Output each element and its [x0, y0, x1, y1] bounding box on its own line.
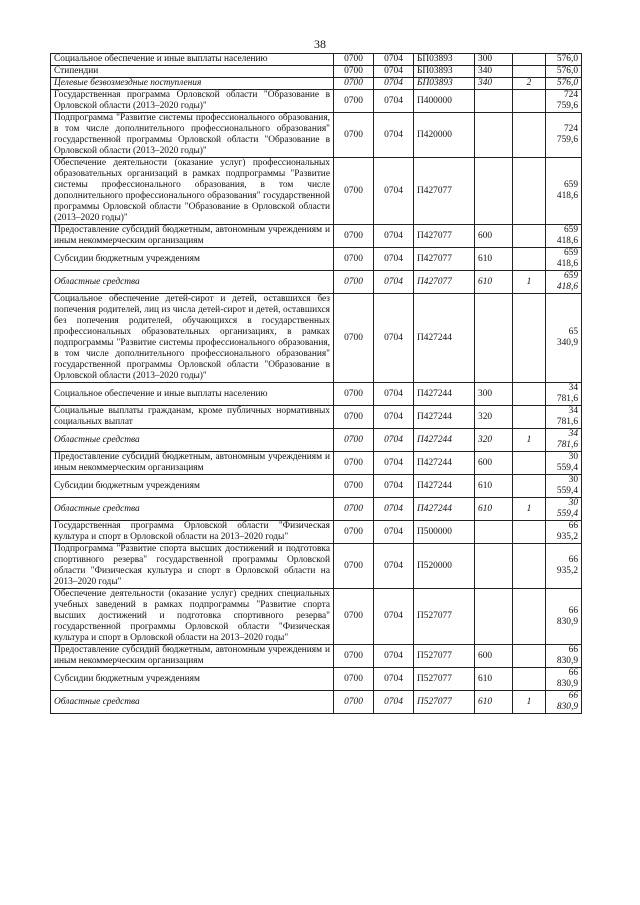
section-code-cell: 0700	[334, 78, 374, 90]
table-row	[51, 498, 582, 521]
funding-source-code-cell	[513, 294, 546, 383]
expense-type-code-cell: 610	[475, 475, 513, 498]
amount-cell: 66 830,9	[546, 645, 582, 668]
target-article-code-cell: П400000	[414, 90, 475, 113]
funding-source-code-cell	[513, 383, 546, 406]
amount-cell: 659 418,6	[546, 248, 582, 271]
funding-source-code-cell	[513, 589, 546, 645]
target-article-code-cell: П427244	[414, 498, 475, 521]
amount-cell: 66 830,9	[546, 691, 582, 714]
subsection-code-cell: 0704	[374, 54, 414, 66]
amount-cell: 724 759,6	[546, 113, 582, 158]
row-name-cell: Социальное обеспечение и иные выплаты населению	[51, 54, 334, 66]
funding-source-code-cell: 1	[513, 271, 546, 294]
target-article-code-cell: П520000	[414, 544, 475, 589]
target-article-code-cell: П527077	[414, 691, 475, 714]
section-code-cell: 0700	[334, 113, 374, 158]
target-article-code-cell: П527077	[414, 668, 475, 691]
target-article-code-cell: П427077	[414, 225, 475, 248]
section-code-cell: 0700	[334, 498, 374, 521]
target-article-code-cell: П500000	[414, 521, 475, 544]
table-row	[51, 452, 582, 475]
expense-type-code-cell: 300	[475, 383, 513, 406]
target-article-code-cell: П427244	[414, 406, 475, 429]
section-code-cell: 0700	[334, 406, 374, 429]
funding-source-code-cell	[513, 544, 546, 589]
table-row	[51, 78, 582, 90]
amount-cell: 65 340,9	[546, 294, 582, 383]
table-row	[51, 691, 582, 714]
budget-table-body	[51, 54, 582, 714]
expense-type-code-cell: 340	[475, 78, 513, 90]
row-name-cell: Предоставление субсидий бюджетным, автономным учреждениям и иным некоммерческим организациям	[51, 452, 334, 475]
amount-cell: 576,0	[546, 54, 582, 66]
table-row	[51, 294, 582, 383]
target-article-code-cell: П427244	[414, 383, 475, 406]
amount-cell: 34 781,6	[546, 429, 582, 452]
section-code-cell: 0700	[334, 544, 374, 589]
row-name-cell: Областные средства	[51, 271, 334, 294]
row-name-cell: Областные средства	[51, 498, 334, 521]
section-code-cell: 0700	[334, 383, 374, 406]
subsection-code-cell: 0704	[374, 90, 414, 113]
row-name-cell: Подпрограмма "Развитие спорта высших достижений и подготовка спортивного резерва" государственной программы Орловской области "Физическая культура и спорт в Орловской области на 2013–2020 годы"	[51, 544, 334, 589]
funding-source-code-cell	[513, 475, 546, 498]
funding-source-code-cell	[513, 645, 546, 668]
subsection-code-cell: 0704	[374, 429, 414, 452]
row-name-cell: Предоставление субсидий бюджетным, автономным учреждениям и иным некоммерческим организациям	[51, 645, 334, 668]
target-article-code-cell: БП03893	[414, 66, 475, 78]
table-row	[51, 90, 582, 113]
amount-cell: 34 781,6	[546, 383, 582, 406]
subsection-code-cell: 0704	[374, 475, 414, 498]
expense-type-code-cell	[475, 589, 513, 645]
subsection-code-cell: 0704	[374, 158, 414, 225]
table-row	[51, 429, 582, 452]
section-code-cell: 0700	[334, 225, 374, 248]
amount-cell: 66 935,2	[546, 521, 582, 544]
section-code-cell: 0700	[334, 90, 374, 113]
table-row	[51, 248, 582, 271]
amount-cell: 66 830,9	[546, 589, 582, 645]
row-name-cell: Государственная программа Орловской области "Образование в Орловской области (2013–2020 годы)"	[51, 90, 334, 113]
amount-cell: 576,0	[546, 78, 582, 90]
funding-source-code-cell: 2	[513, 78, 546, 90]
section-code-cell: 0700	[334, 589, 374, 645]
row-name-cell: Подпрограмма "Развитие системы профессионального образования, в том числе дополнительного профессионального образования" государственной программы Орловской области "Образование в Орловской области (2013–2020 годы)"	[51, 113, 334, 158]
section-code-cell: 0700	[334, 475, 374, 498]
target-article-code-cell: П427077	[414, 271, 475, 294]
expense-type-code-cell	[475, 90, 513, 113]
amount-cell: 30 559,4	[546, 452, 582, 475]
table-row	[51, 113, 582, 158]
table-row	[51, 158, 582, 225]
table-row	[51, 225, 582, 248]
table-row	[51, 383, 582, 406]
expense-type-code-cell: 320	[475, 429, 513, 452]
section-code-cell: 0700	[334, 452, 374, 475]
expense-type-code-cell: 600	[475, 645, 513, 668]
subsection-code-cell: 0704	[374, 66, 414, 78]
subsection-code-cell: 0704	[374, 78, 414, 90]
subsection-code-cell: 0704	[374, 406, 414, 429]
target-article-code-cell: П527077	[414, 645, 475, 668]
row-name-cell: Обеспечение деятельности (оказание услуг) средних специальных учебных заведений в рамках подпрограммы "Развитие спорта высших достижений и подготовка спортивного резерва" государственной программы Орловской области "Физическая культура и спорт в Орловской области на 2013–2020 годы"	[51, 589, 334, 645]
row-name-cell: Целевые безвозмездные поступления	[51, 78, 334, 90]
row-name-cell: Субсидии бюджетным учреждениям	[51, 475, 334, 498]
expense-type-code-cell: 600	[475, 225, 513, 248]
target-article-code-cell: П527077	[414, 589, 475, 645]
subsection-code-cell: 0704	[374, 113, 414, 158]
table-row	[51, 544, 582, 589]
target-article-code-cell: П420000	[414, 113, 475, 158]
target-article-code-cell: П427244	[414, 475, 475, 498]
section-code-cell: 0700	[334, 248, 374, 271]
funding-source-code-cell	[513, 248, 546, 271]
funding-source-code-cell	[513, 158, 546, 225]
expense-type-code-cell	[475, 158, 513, 225]
budget-table	[50, 53, 582, 714]
subsection-code-cell: 0704	[374, 589, 414, 645]
subsection-code-cell: 0704	[374, 645, 414, 668]
funding-source-code-cell	[513, 113, 546, 158]
table-row	[51, 589, 582, 645]
funding-source-code-cell	[513, 66, 546, 78]
subsection-code-cell: 0704	[374, 383, 414, 406]
expense-type-code-cell: 610	[475, 248, 513, 271]
amount-cell: 34 781,6	[546, 406, 582, 429]
table-row	[51, 668, 582, 691]
subsection-code-cell: 0704	[374, 498, 414, 521]
amount-cell: 66 935,2	[546, 544, 582, 589]
section-code-cell: 0700	[334, 54, 374, 66]
funding-source-code-cell: 1	[513, 691, 546, 714]
subsection-code-cell: 0704	[374, 271, 414, 294]
expense-type-code-cell: 610	[475, 691, 513, 714]
section-code-cell: 0700	[334, 645, 374, 668]
subsection-code-cell: 0704	[374, 452, 414, 475]
target-article-code-cell: П427244	[414, 429, 475, 452]
section-code-cell: 0700	[334, 691, 374, 714]
funding-source-code-cell	[513, 225, 546, 248]
row-name-cell: Субсидии бюджетным учреждениям	[51, 668, 334, 691]
table-row	[51, 521, 582, 544]
amount-cell: 30 559,4	[546, 498, 582, 521]
section-code-cell: 0700	[334, 521, 374, 544]
section-code-cell: 0700	[334, 66, 374, 78]
page-number: 38	[314, 37, 326, 51]
subsection-code-cell: 0704	[374, 248, 414, 271]
table-row	[51, 645, 582, 668]
amount-cell: 659 418,6	[546, 271, 582, 294]
funding-source-code-cell	[513, 90, 546, 113]
row-name-cell: Социальное обеспечение детей-сирот и детей, оставшихся без попечения родителей, лиц из числа детей-сирот и детей, оставшихся без попечения родителей, обучающихся в государственных профессиональных образовательных организациях, в рамках подпрограммы "Развитие системы профессионального образования, в том числе дополнительного профессионального образования" государственной программы Орловской области "Образование в Орловской области (2013–2020 годы)"	[51, 294, 334, 383]
amount-cell: 576,0	[546, 66, 582, 78]
funding-source-code-cell	[513, 668, 546, 691]
expense-type-code-cell: 300	[475, 54, 513, 66]
amount-cell: 659 418,6	[546, 158, 582, 225]
target-article-code-cell: П427244	[414, 452, 475, 475]
funding-source-code-cell	[513, 54, 546, 66]
expense-type-code-cell	[475, 113, 513, 158]
funding-source-code-cell: 1	[513, 498, 546, 521]
target-article-code-cell: П427077	[414, 248, 475, 271]
expense-type-code-cell	[475, 544, 513, 589]
target-article-code-cell: БП03893	[414, 54, 475, 66]
amount-cell: 659 418,6	[546, 225, 582, 248]
expense-type-code-cell	[475, 521, 513, 544]
row-name-cell: Областные средства	[51, 429, 334, 452]
subsection-code-cell: 0704	[374, 544, 414, 589]
row-name-cell: Обеспечение деятельности (оказание услуг) профессиональных образовательных организаций в рамках подпрограммы "Развитие системы профессионального образования, в том числе дополнительного профессионального образования" государственной программы Орловской области "Образование в Орловской области (2013–2020 годы)"	[51, 158, 334, 225]
table-row	[51, 54, 582, 66]
subsection-code-cell: 0704	[374, 521, 414, 544]
amount-cell: 30 559,4	[546, 475, 582, 498]
funding-source-code-cell	[513, 406, 546, 429]
funding-source-code-cell	[513, 452, 546, 475]
target-article-code-cell: П427077	[414, 158, 475, 225]
expense-type-code-cell: 610	[475, 498, 513, 521]
subsection-code-cell: 0704	[374, 691, 414, 714]
table-row	[51, 406, 582, 429]
expense-type-code-cell: 320	[475, 406, 513, 429]
expense-type-code-cell: 610	[475, 668, 513, 691]
funding-source-code-cell: 1	[513, 429, 546, 452]
row-name-cell: Стипендии	[51, 66, 334, 78]
row-name-cell: Социальное обеспечение и иные выплаты населению	[51, 383, 334, 406]
table-row	[51, 66, 582, 78]
section-code-cell: 0700	[334, 294, 374, 383]
expense-type-code-cell: 610	[475, 271, 513, 294]
section-code-cell: 0700	[334, 158, 374, 225]
section-code-cell: 0700	[334, 429, 374, 452]
row-name-cell: Субсидии бюджетным учреждениям	[51, 248, 334, 271]
row-name-cell: Социальные выплаты гражданам, кроме публичных нормативных социальных выплат	[51, 406, 334, 429]
section-code-cell: 0700	[334, 668, 374, 691]
amount-cell: 66 830,9	[546, 668, 582, 691]
table-row	[51, 475, 582, 498]
row-name-cell: Предоставление субсидий бюджетным, автономным учреждениям и иным некоммерческим организациям	[51, 225, 334, 248]
table-row	[51, 271, 582, 294]
funding-source-code-cell	[513, 521, 546, 544]
expense-type-code-cell	[475, 294, 513, 383]
amount-cell: 724 759,6	[546, 90, 582, 113]
expense-type-code-cell: 340	[475, 66, 513, 78]
target-article-code-cell: П427244	[414, 294, 475, 383]
expense-type-code-cell: 600	[475, 452, 513, 475]
target-article-code-cell: БП03893	[414, 78, 475, 90]
section-code-cell: 0700	[334, 271, 374, 294]
subsection-code-cell: 0704	[374, 668, 414, 691]
row-name-cell: Областные средства	[51, 691, 334, 714]
subsection-code-cell: 0704	[374, 294, 414, 383]
row-name-cell: Государственная программа Орловской области "Физическая культура и спорт в Орловской области на 2013–2020 годы"	[51, 521, 334, 544]
subsection-code-cell: 0704	[374, 225, 414, 248]
